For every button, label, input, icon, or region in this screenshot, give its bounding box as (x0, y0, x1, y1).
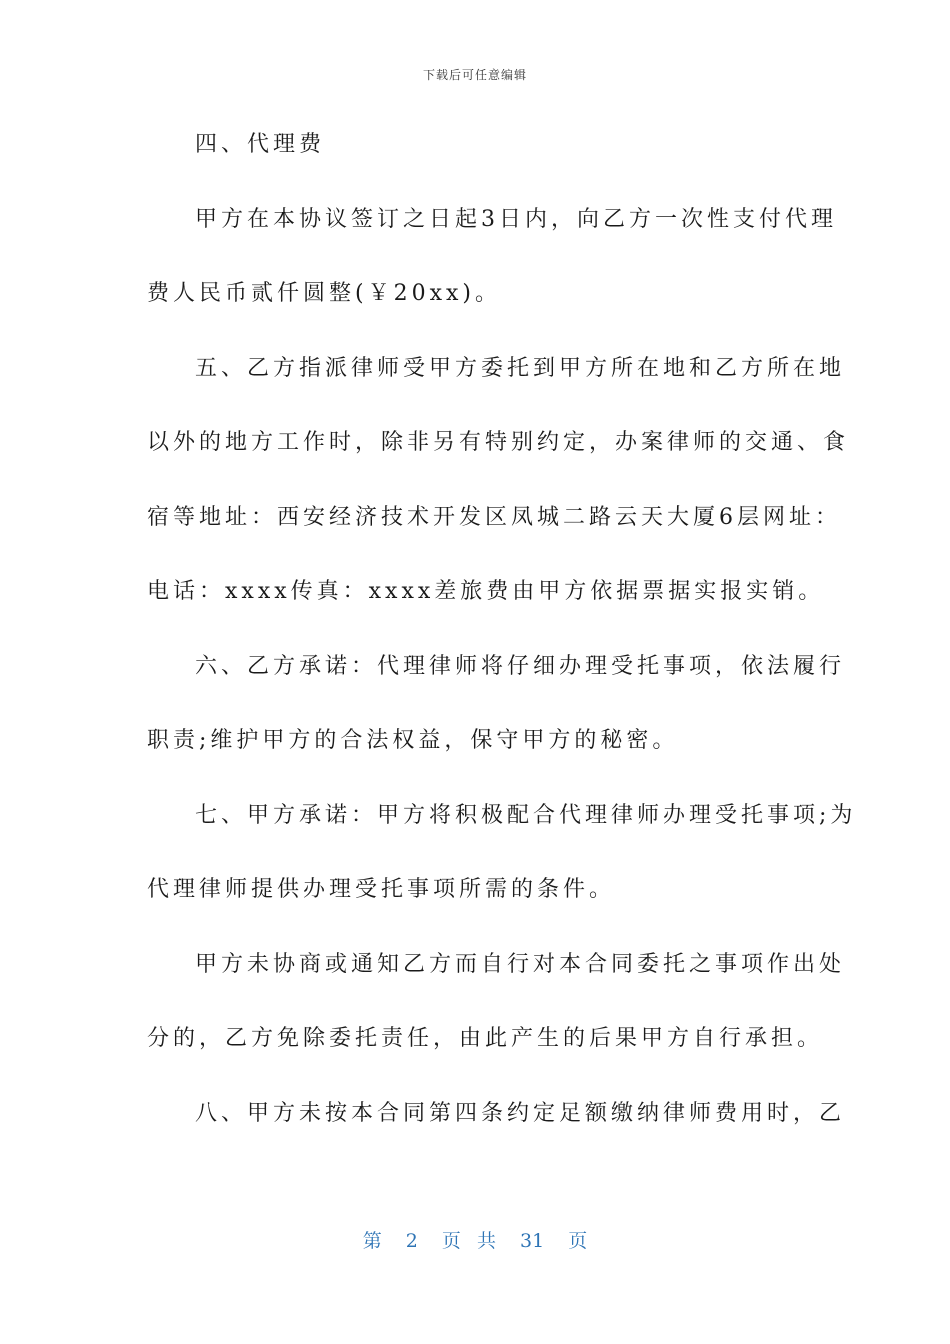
paragraph-line: 宿等地址：西安经济技术开发区凤城二路云天大厦6层网址： (147, 504, 841, 530)
paragraph-line: 职责;维护甲方的合法权益，保守甲方的秘密。 (147, 728, 679, 753)
page-current: 2 (405, 1230, 418, 1252)
page-label-mid: 页 共 (441, 1230, 496, 1252)
paragraph-line: 八、甲方未按本合同第四条约定足额缴纳律师费用时，乙 (195, 1100, 846, 1126)
page-label-prefix: 第 (362, 1230, 382, 1252)
document-body (147, 120, 857, 1163)
page-total: 31 (520, 1230, 545, 1252)
paragraph-line: 费人民币贰仟圆整(￥20xx)。 (147, 281, 501, 306)
paragraph-line: 电话：xxxx传真：xxxx差旅费由甲方依据票据实报实销。 (147, 579, 825, 604)
header-note: 下载后可任意编辑 (422, 68, 527, 82)
section-heading-fee: 四、代理费 (195, 132, 326, 157)
page-label-suffix: 页 (568, 1230, 588, 1252)
paragraph-line: 分的，乙方免除委托责任，由此产生的后果甲方自行承担。 (147, 1026, 824, 1051)
paragraph-line: 甲方未协商或通知乙方而自行对本合同委托之事项作出处 (195, 951, 846, 977)
paragraph-line: 六、乙方承诺：代理律师将仔细办理受托事项，依法履行 (195, 653, 846, 679)
paragraph-line: 甲方在本协议签订之日起3日内，向乙方一次性支付代理 (195, 206, 837, 232)
paragraph-line: 七、甲方承诺：甲方将积极配合代理律师办理受托事项;为 (195, 802, 857, 828)
paragraph-line: 代理律师提供办理受托事项所需的条件。 (147, 877, 616, 902)
paragraph-line: 以外的地方工作时，除非另有特别约定，办案律师的交通、食 (147, 430, 850, 455)
paragraph-line: 五、乙方指派律师受甲方委托到甲方所在地和乙方所在地 (195, 355, 846, 381)
page-number-footer (0, 1226, 950, 1253)
